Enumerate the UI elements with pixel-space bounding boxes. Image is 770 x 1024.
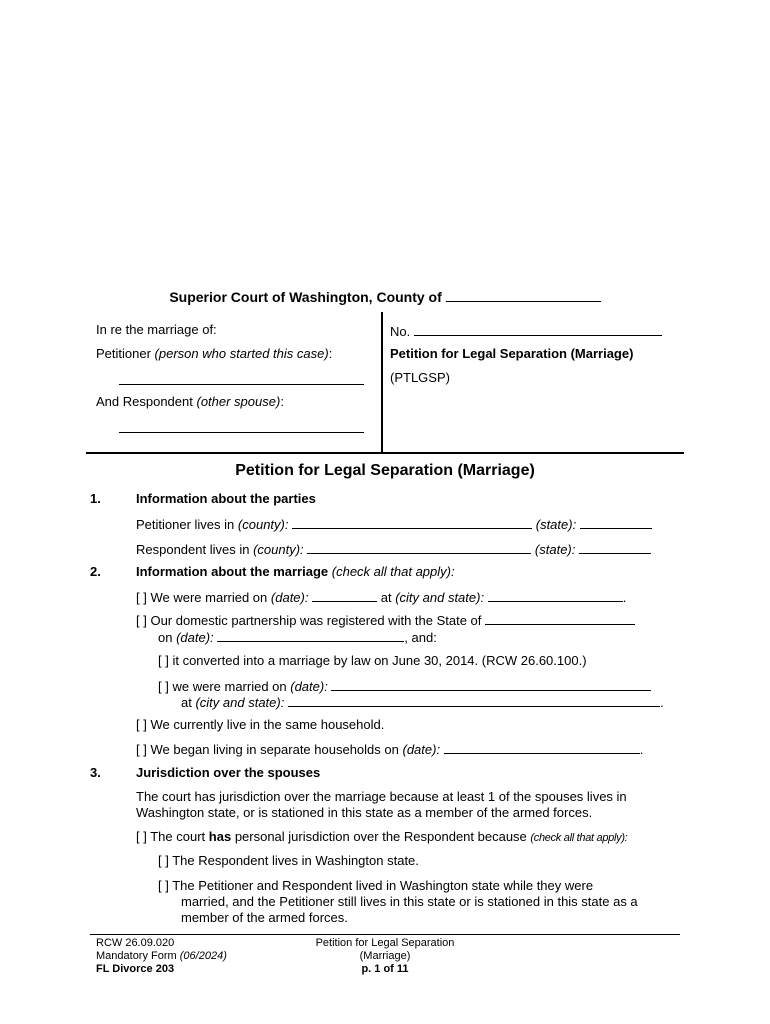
were-married-checkbox[interactable]: [ ] [158,679,169,694]
caption-doc-code: (PTLGSP) [390,370,450,385]
page-title: Petition for Legal Separation (Marriage) [235,462,535,479]
respondent-name-line[interactable] [119,431,364,433]
footer-form-id: FL Divorce 203 [96,963,175,975]
in-re-label: In re the marriage of: [96,322,217,337]
footer-doc-subtitle: (Marriage) [359,950,411,962]
footer-left [96,937,227,976]
footer-center [300,937,470,976]
petitioner-label: Petitioner (person who started this case): [96,346,333,361]
were-married-option: [ ] we were married on (date): [158,677,651,694]
petitioner-county-blank[interactable] [292,515,532,529]
respondent-lives-checkbox[interactable]: [ ] [158,853,169,868]
both-lived-line-2: married, and the Petitioner still lives in this state or is stationed in this state as a [181,894,638,909]
same-household-option: [ ] We currently live in the same household. [136,717,385,732]
separate-households-checkbox[interactable]: [ ] [136,742,147,757]
partnership-date-line: on (date): , and: [158,630,437,645]
section-1-heading: Information about the parties [136,491,316,506]
were-married-date-blank[interactable] [331,677,651,691]
footer-page-number: p. 1 of 11 [361,963,409,975]
marriage-date-blank[interactable] [312,588,377,602]
petitioner-state-blank[interactable] [580,515,652,529]
domestic-partnership-option: [ ] Our domestic partnership was registered with the State of [136,611,635,628]
respondent-label: And Respondent (other spouse): [96,394,284,409]
converted-checkbox[interactable]: [ ] [158,653,169,668]
respondent-state-blank[interactable] [579,540,651,554]
domestic-partnership-checkbox[interactable]: [ ] [136,613,147,628]
case-number-field: No. [390,322,662,339]
section-1-number: 1. [90,491,101,506]
both-lived-checkbox[interactable]: [ ] [158,878,169,893]
were-married-place-blank[interactable] [288,693,660,707]
section-3-number: 3. [90,765,101,780]
case-number-blank[interactable] [414,322,662,336]
same-household-checkbox[interactable]: [ ] [136,717,147,732]
marriage-place-blank[interactable] [488,588,623,602]
separation-date-blank[interactable] [444,740,640,754]
jurisdiction-paragraph-line-2: Washington state, or is stationed in this state as a member of the armed forces. [136,805,593,820]
separate-households-option: [ ] We began living in separate households on (date): . [136,742,644,757]
partnership-date-blank[interactable] [217,628,404,642]
section-3-heading: Jurisdiction over the spouses [136,765,321,780]
personal-jurisdiction-checkbox[interactable]: [ ] [136,829,147,844]
both-lived-line-3: member of the armed forces. [181,910,348,925]
respondent-residence-line: Respondent lives in (county): (state): [136,540,651,557]
footer-mandatory: Mandatory Form (06/2024) [96,950,227,962]
married-on-checkbox[interactable]: [ ] [136,590,147,605]
converted-option: [ ] it converted into a marriage by law on June 30, 2014. (RCW 26.60.100.) [158,653,587,668]
petitioner-residence-line: Petitioner lives in (county): (state): [136,515,652,532]
court-title: Superior Court of Washington, County of [0,288,770,305]
both-lived-option: [ ] The Petitioner and Respondent lived in Washington state while they were [158,878,594,893]
jurisdiction-paragraph-line-1: The court has jurisdiction over the marriage because at least 1 of the spouses lives in [136,789,627,804]
caption-doc-title: Petition for Legal Separation (Marriage) [390,346,634,361]
case-caption [86,312,684,454]
footer-rule [90,934,680,935]
footer-rcw: RCW 26.09.020 [96,937,175,949]
respondent-county-blank[interactable] [307,540,531,554]
caption-divider [381,312,383,454]
personal-jurisdiction-option: [ ] The court has personal jurisdiction over the Respondent because (check all that apply): [136,829,628,844]
married-on-option: [ ] We were married on (date): at (city and state): . [136,590,627,605]
respondent-lives-option: [ ] The Respondent lives in Washington state. [158,853,419,868]
petitioner-name-line[interactable] [119,383,364,385]
caption-bottom-rule [86,452,684,454]
county-blank[interactable] [446,288,601,302]
were-married-place-line: at (city and state): . [181,695,664,710]
section-2-heading: Information about the marriage (check all that apply): [136,564,455,579]
partnership-state-blank[interactable] [485,611,635,625]
footer-doc-title: Petition for Legal Separation [315,937,455,949]
section-2-number: 2. [90,564,101,579]
